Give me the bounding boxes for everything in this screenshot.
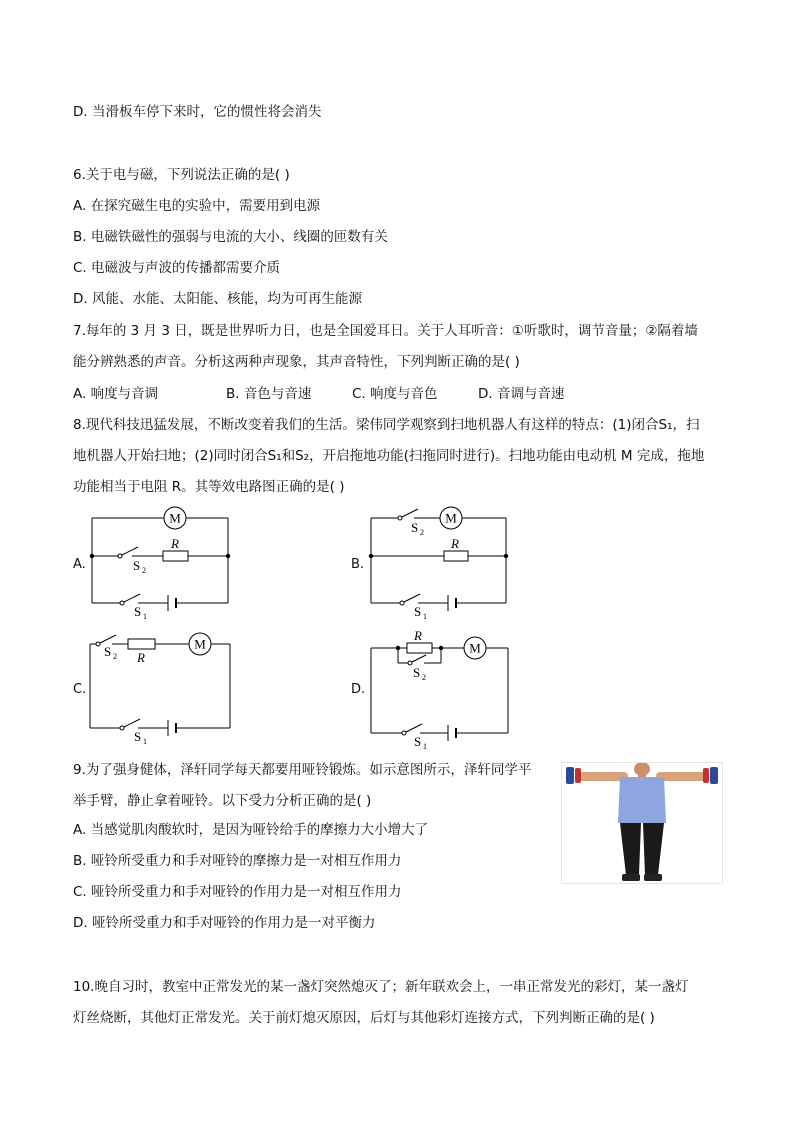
circuit-d-switch-s1 [402, 724, 427, 751]
switch-subscript: 2 [142, 566, 146, 575]
circuit-c-label: C. [73, 682, 87, 697]
circuit-c-motor [189, 633, 211, 655]
circuit-c-resistor [128, 639, 155, 665]
q6-option-b: B. 电磁铁磁性的强弱与电流的大小、线圈的匝数有关 [73, 229, 388, 245]
circuit-b-resistor [444, 536, 468, 561]
q7-stem-line1: 7.每年的 3 月 3 日，既是世界听力日，也是全国爱耳日。关于人耳听音：①听歌时，调节音量；②隔着墙 [73, 323, 698, 339]
switch-label: S [411, 520, 419, 535]
circuit-a-switch-s1 [120, 594, 147, 621]
switch-label: S [104, 644, 112, 659]
junction-dot [226, 554, 230, 558]
switch-label: S [134, 729, 142, 744]
motor-symbol: M [469, 640, 481, 656]
circuit-d-battery [448, 725, 456, 741]
q8-stem-line1: 8.现代科技迅猛发展，不断改变着我们的生活。梁伟同学观察到扫地机器人有这样的特点：(1)闭合S₁，扫 [73, 417, 700, 433]
circuit-b-switch-s1 [400, 594, 427, 621]
switch-label: S [133, 558, 141, 573]
switch-label: S [414, 604, 422, 619]
switch-subscript: 2 [113, 652, 117, 661]
resistor-symbol: R [137, 650, 145, 665]
q9-option-d: D. 哑铃所受重力和手对哑铃的作用力是一对平衡力 [73, 915, 376, 931]
resistor-symbol: R [171, 536, 179, 551]
switch-subscript: 1 [423, 742, 427, 751]
junction-dot [396, 646, 400, 650]
q8-stem-line3: 功能相当于电阻 R。其等效电路图正确的是( ) [73, 479, 345, 495]
circuit-a-motor [164, 507, 186, 529]
q6-stem: 6.关于电与磁，下列说法正确的是( ) [73, 167, 290, 183]
switch-subscript: 2 [422, 673, 426, 682]
circuit-b-motor [440, 507, 462, 529]
resistor-symbol: R [414, 628, 422, 643]
q10-stem-line1: 10.晚自习时，教室中正常发光的某一盏灯突然熄灭了；新年联欢会上，一串正常发光的彩灯，某一盏灯 [73, 979, 689, 995]
q6-option-d: D. 风能、水能、太阳能、核能，均为可再生能源 [73, 291, 362, 307]
q9-option-c: C. 哑铃所受重力和手对哑铃的作用力是一对相互作用力 [73, 884, 402, 900]
q7-option-a: A. 响度与音调 [73, 386, 159, 402]
q10-stem-line2: 灯丝烧断，其他灯正常发光。关于前灯熄灭原因，后灯与其他彩灯连接方式，下列判断正确的是( ) [73, 1010, 655, 1026]
junction-dot [439, 646, 443, 650]
switch-label: S [134, 604, 142, 619]
switch-subscript: 1 [143, 612, 147, 621]
q9-stem-line1: 9.为了强身健体，泽轩同学每天都要用哑铃锻炼。如示意图所示，泽轩同学平 [73, 762, 532, 778]
dumbbell-person-image [561, 762, 723, 884]
q8-stem-line2: 地机器人开始扫地；(2)同时闭合S₁和S₂，开启拖地功能(扫拖同时进行)。扫地功能由电动机 M 完成，拖地 [73, 448, 705, 464]
motor-symbol: M [194, 636, 206, 652]
motor-symbol: M [445, 510, 457, 526]
resistor-symbol: R [451, 536, 459, 551]
circuit-b-battery [448, 595, 456, 611]
q9-option-a: A. 当感觉肌肉酸软时，是因为哑铃给手的摩擦力大小增大了 [73, 822, 429, 838]
circuit-a-battery [168, 595, 176, 611]
q7-option-d: D. 音调与音速 [478, 386, 565, 402]
circuit-a-resistor [163, 536, 188, 561]
switch-label: S [413, 665, 421, 680]
circuit-d-motor [464, 637, 486, 659]
junction-dot [90, 554, 94, 558]
q7-option-c: C. 响度与音色 [352, 386, 438, 402]
motor-symbol: M [169, 510, 181, 526]
q6-option-c: C. 电磁波与声波的传播都需要介质 [73, 260, 281, 276]
circuit-c-switch-s2 [96, 635, 117, 661]
junction-dot [369, 554, 373, 558]
prev-option-d: D. 当滑板车停下来时，它的惯性将会消失 [73, 104, 322, 120]
switch-subscript: 1 [143, 737, 147, 746]
q9-option-b: B. 哑铃所受重力和手对哑铃的摩擦力是一对相互作用力 [73, 853, 402, 869]
circuit-c-battery [168, 720, 176, 736]
switch-label: S [414, 734, 422, 749]
q6-option-a: A. 在探究磁生电的实验中，需要用到电源 [73, 198, 321, 214]
circuit-a-switch-s2 [118, 547, 146, 575]
circuit-c-switch-s1 [120, 719, 147, 746]
circuit-a-label: A. [73, 557, 86, 572]
switch-subscript: 1 [423, 612, 427, 621]
circuit-b-switch-s2 [398, 509, 424, 537]
q9-stem-line2: 举手臂，静止拿着哑铃。以下受力分析正确的是( ) [73, 793, 372, 809]
switch-subscript: 2 [420, 528, 424, 537]
circuit-d-label: D. [351, 682, 366, 697]
circuit-d-switch-s2 [408, 655, 426, 682]
circuit-d-resistor [407, 628, 432, 653]
circuit-b-label: B. [351, 557, 365, 572]
q7-option-b: B. 音色与音速 [226, 386, 312, 402]
q7-stem-line2: 能分辨熟悉的声音。分析这两种声现象，其声音特性，下列判断正确的是( ) [73, 354, 520, 370]
junction-dot [504, 554, 508, 558]
